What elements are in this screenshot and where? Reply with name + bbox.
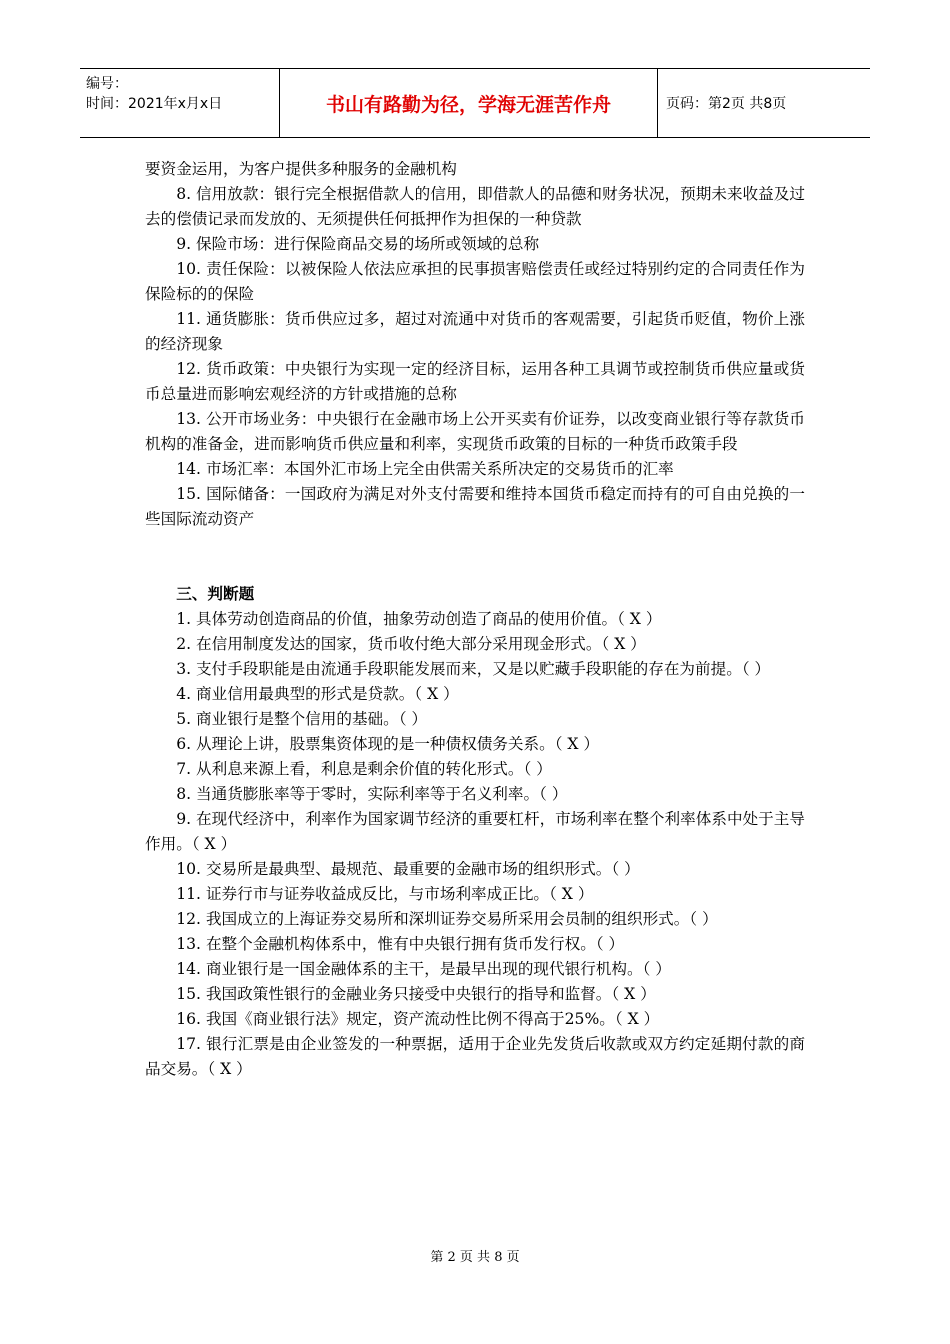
definition-item: 11. 通货膨胀：货币供应过多，超过对流通中对货币的客观需要，引起货币贬值，物价上涨的经济现象 [145, 310, 805, 353]
definition-item: 10. 责任保险：以被保险人依法应承担的民事损害赔偿责任或经过特别约定的合同责任作为保险标的的保险 [145, 260, 805, 303]
judgment-item: 9. 在现代经济中，利率作为国家调节经济的重要杠杆，市场利率在整个利率体系中处于主导作用。（ X ） [145, 810, 805, 853]
document-date: 时间：2021年x月x日 [86, 96, 223, 112]
judgment-item: 6. 从理论上讲，股票集资体现的是一种债权债务关系。（ X ） [176, 735, 600, 753]
judgment-item: 17. 银行汇票是由企业签发的一种票据，适用于企业先发货后收款或双方约定延期付款的商品交易。（ X ） [145, 1035, 805, 1078]
header-page-info: 页码：第2页 共8页 [666, 96, 787, 112]
judgment-item: 4. 商业信用最典型的形式是贷款。（ X ） [176, 685, 459, 703]
definition-continuation: 要资金运用，为客户提供多种服务的金融机构 [145, 160, 457, 178]
judgment-item: 10. 交易所是最典型、最规范、最重要的金融市场的组织形式。（ ） [176, 860, 640, 878]
judgment-item: 16. 我国《商业银行法》规定，资产流动性比例不得高于25%。（ X ） [176, 1010, 660, 1028]
judgment-item: 14. 商业银行是一国金融体系的主干，是最早出现的现代银行机构。（ ） [176, 960, 671, 978]
page-footer: 第 2 页 共 8 页 [430, 1250, 520, 1265]
definition-item: 15. 国际储备：一国政府为满足对外支付需要和维持本国货币稳定而持有的可自由兑换的一些国际流动资产 [145, 485, 805, 528]
header-meta [80, 69, 280, 137]
header-motto: 书山有路勤为径，学海无涯苦作舟 [280, 69, 658, 137]
judgment-item: 11. 证券行市与证券收益成反比，与市场利率成正比。（ X ） [176, 885, 594, 903]
definition-item: 9. 保险市场：进行保险商品交易的场所或领域的总称 [176, 235, 540, 253]
section-heading: 三、判断题 [176, 585, 255, 603]
judgment-item: 13. 在整个金融机构体系中，惟有中央银行拥有货币发行权。（ ） [176, 935, 625, 953]
judgment-item: 5. 商业银行是整个信用的基础。（ ） [176, 710, 428, 728]
page-header [80, 68, 870, 138]
definition-item: 12. 货币政策：中央银行为实现一定的经济目标，运用各种工具调节或控制货币供应量或货币总量进而影响宏观经济的方针或措施的总称 [145, 360, 805, 403]
definition-item: 8. 信用放款：银行完全根据借款人的信用，即借款人的品德和财务状况，预期未来收益及过去的偿债记录而发放的、无须提供任何抵押作为担保的一种贷款 [145, 185, 805, 228]
judgment-item: 15. 我国政策性银行的金融业务只接受中央银行的指导和监督。（ X ） [176, 985, 656, 1003]
judgment-item: 2. 在信用制度发达的国家，货币收付绝大部分采用现金形式。（ X ） [176, 635, 646, 653]
document-body [145, 157, 805, 1082]
judgment-item: 3. 支付手段职能是由流通手段职能发展而来，又是以贮藏手段职能的存在为前提。（ ） [176, 660, 771, 678]
document-number-label: 编号： [86, 76, 128, 92]
judgment-item: 8. 当通货膨胀率等于零时，实际利率等于名义利率。（ ） [176, 785, 568, 803]
definition-item: 14. 市场汇率：本国外汇市场上完全由供需关系所决定的交易货币的汇率 [176, 460, 674, 478]
judgment-item: 12. 我国成立的上海证券交易所和深圳证券交易所采用会员制的组织形式。（ ） [176, 910, 718, 928]
judgment-item: 7. 从利息来源上看，利息是剩余价值的转化形式。（ ） [176, 760, 552, 778]
definition-item: 13. 公开市场业务：中央银行在金融市场上公开买卖有价证券，以改变商业银行等存款货币机构的准备金，进而影响货币供应量和利率，实现货币政策的目标的一种货币政策手段 [145, 410, 805, 453]
judgment-item: 1. 具体劳动创造商品的价值，抽象劳动创造了商品的使用价值。（ X ） [176, 610, 662, 628]
